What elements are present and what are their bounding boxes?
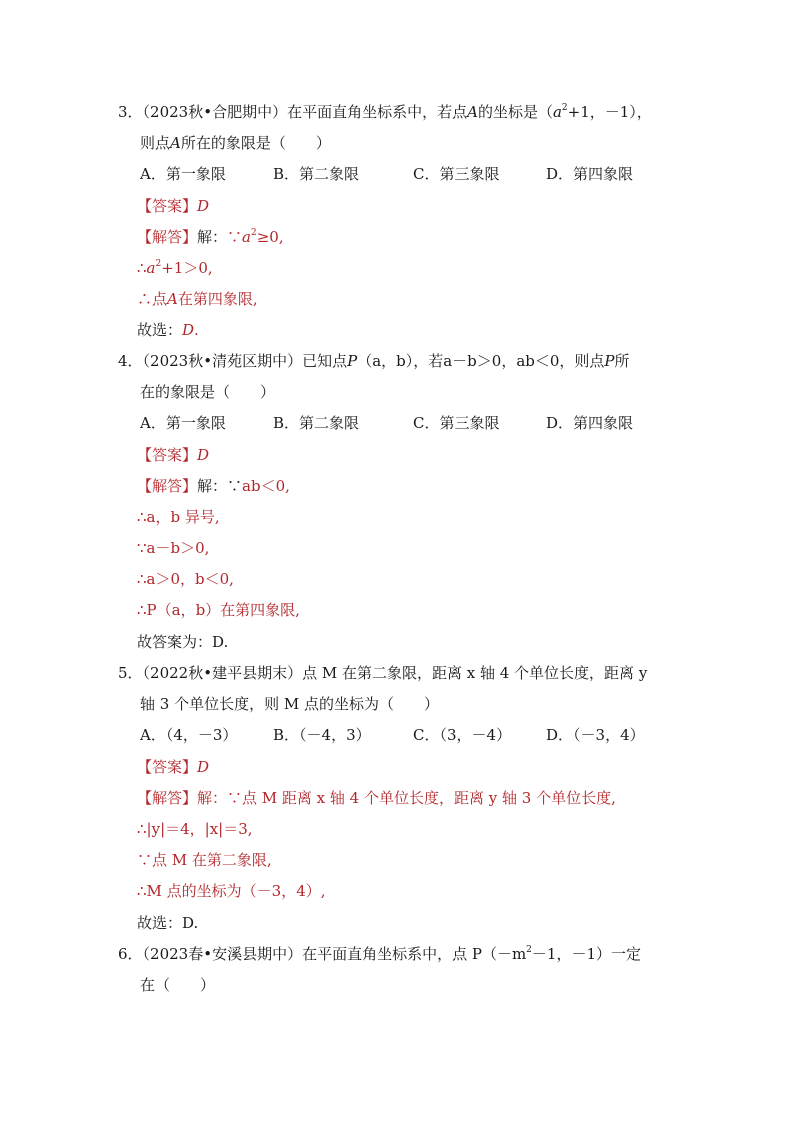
solution-text: 解：	[197, 228, 228, 246]
option-d[interactable]: D．第四象限	[546, 165, 634, 183]
question-source: （2023秋•清苑区期中）	[142, 352, 303, 370]
question-6-line-1	[118, 944, 641, 964]
option-d[interactable]: D．第四象限	[546, 414, 634, 432]
question-number: 6．	[118, 945, 143, 963]
solution-line	[137, 476, 290, 496]
option-c[interactable]: C．第三象限	[413, 165, 500, 183]
question-stem-text: 在平面直角坐标系中，点 P（－m	[302, 945, 527, 963]
solution-step: ∴a，b 异号,	[137, 508, 220, 526]
math-variable: a	[146, 259, 156, 277]
math-symbol: ∵	[227, 228, 243, 246]
solution-step: ∵a－b＞0,	[137, 539, 210, 557]
conclusion-label: 故选：	[137, 321, 183, 339]
solution-step	[137, 289, 258, 309]
option-c[interactable]: C．第三象限	[413, 414, 500, 432]
answer-label: 【答案】	[137, 446, 198, 464]
math-text: ab＜0,	[242, 477, 290, 495]
point-variable: A	[467, 103, 478, 121]
answer-line	[137, 757, 209, 777]
solution-conclusion: 故答案为：D.	[137, 633, 229, 651]
solution-text: 解：∵	[197, 477, 243, 495]
solution-step: ∴P（a，b）在第四象限,	[137, 601, 300, 619]
question-stem-text: （a，b），若	[357, 352, 444, 370]
question-stem-text: 点 M 在第二象限，距离 x 轴 4 个单位长度，距离 y	[302, 664, 648, 682]
question-stem-text: －1，－1）一定	[531, 945, 641, 963]
question-number: 5．	[118, 664, 143, 682]
option-a[interactable]: A．（4，－3）	[140, 726, 238, 744]
solution-step: ∴|y|＝4，|x|＝3,	[137, 820, 253, 838]
question-3-line-1	[118, 102, 652, 122]
answer-label: 【答案】	[137, 197, 198, 215]
math-text: +1＞0,	[161, 259, 213, 277]
superscript: 2	[251, 228, 257, 238]
option-b[interactable]: B．第二象限	[273, 414, 360, 432]
math-variable: a	[242, 228, 251, 246]
question-number: 4．	[118, 352, 143, 370]
math-text: 在第四象限,	[177, 290, 258, 308]
answer-value: D	[182, 321, 195, 339]
question-source: （2023春•安溪县期中）	[142, 945, 303, 963]
question-stem-text: 则点	[140, 134, 171, 152]
solution-line	[137, 227, 284, 247]
superscript: 2	[155, 259, 162, 269]
question-5-line-2: 轴 3 个单位长度，则 M 点的坐标为（ ）	[140, 695, 439, 713]
punctuation: .	[194, 321, 199, 339]
option-b[interactable]: B．（－4，3）	[273, 726, 371, 744]
math-symbol: ∴	[137, 259, 147, 277]
question-3-line-2	[140, 133, 331, 153]
answer-label: 【答案】	[137, 758, 198, 776]
math-variable: a	[552, 103, 562, 121]
option-a[interactable]: A．第一象限	[140, 165, 226, 183]
solution-step: ∴M 点的坐标为（－3，4）,	[137, 882, 326, 900]
question-number: 3．	[118, 103, 143, 121]
solution-conclusion	[137, 320, 199, 340]
solution-step	[137, 258, 213, 278]
point-variable: P	[347, 352, 358, 370]
option-a[interactable]: A．第一象限	[140, 414, 226, 432]
question-source: （2023秋•合肥期中）	[142, 103, 288, 121]
question-source: （2022秋•建平县期末）	[142, 664, 303, 682]
question-stem-text: +1，－1），	[567, 103, 652, 121]
point-variable: A	[167, 290, 178, 308]
option-b[interactable]: B．第二象限	[273, 165, 360, 183]
solution-line	[137, 788, 616, 808]
answer-line	[137, 196, 209, 216]
solution-step: ∵点 M 在第二象限,	[137, 851, 272, 869]
question-stem-text: 所在的象限是（ ）	[180, 134, 331, 152]
solution-label: 【解答】	[137, 477, 198, 495]
solution-text: 解：∵点 M 距离 x 轴 4 个单位长度，距离 y 轴 3 个单位长度,	[197, 789, 616, 807]
question-5-line-1	[118, 663, 647, 683]
question-4-line-2: 在的象限是（ ）	[140, 383, 276, 401]
solution-step: ∴a＞0，b＜0,	[137, 570, 234, 588]
question-stem-text: a－b＞0，ab＜0，则点	[443, 352, 605, 370]
answer-value: D	[197, 197, 210, 215]
question-stem-text: 的坐标是（	[477, 103, 553, 121]
superscript: 2	[526, 945, 532, 955]
superscript: 2	[561, 103, 568, 113]
answer-value: D	[197, 758, 210, 776]
solution-label: 【解答】	[137, 228, 198, 246]
answer-line	[137, 445, 209, 465]
answer-value: D	[197, 446, 210, 464]
point-variable: P	[604, 352, 615, 370]
option-c[interactable]: C．（3，－4）	[413, 726, 512, 744]
solution-label: 【解答】	[137, 789, 198, 807]
question-stem-text: 已知点	[302, 352, 348, 370]
option-d[interactable]: D．（－3，4）	[546, 726, 645, 744]
question-6-line-2: 在（ ）	[140, 976, 216, 994]
math-text: ∴点	[137, 290, 168, 308]
math-text: ≥0,	[256, 228, 284, 246]
question-stem-text: 所	[614, 352, 630, 370]
question-4-line-1	[118, 351, 630, 371]
solution-conclusion: 故选：D.	[137, 914, 199, 932]
question-stem-text: 在平面直角坐标系中，若点	[287, 103, 468, 121]
point-variable: A	[170, 134, 181, 152]
